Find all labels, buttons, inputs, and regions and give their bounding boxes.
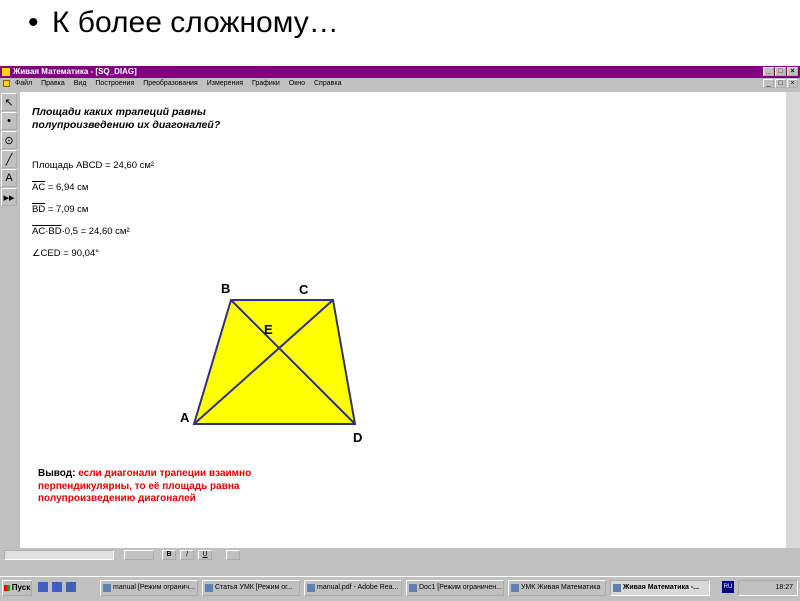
task-button[interactable]: Doc1 [Режим ограничен... — [406, 580, 504, 596]
close-button[interactable]: × — [787, 67, 798, 76]
italic-button[interactable]: I — [180, 550, 194, 560]
measurement-unit: см² — [115, 226, 130, 237]
window-title: Живая Математика - [SQ_DIAG] — [13, 67, 137, 76]
app-icon — [2, 68, 10, 76]
measurement-value: = 90,04 — [60, 248, 96, 259]
slide-title-text: К более сложному… — [52, 6, 339, 39]
system-tray — [738, 580, 798, 596]
text-tool-icon[interactable]: A — [1, 169, 17, 187]
measurement-unit: см — [77, 182, 89, 193]
task-button[interactable]: manual.pdf - Adobe Rea... — [304, 580, 402, 596]
clock[interactable]: 18:27 — [775, 584, 793, 591]
line-tool-icon[interactable]: ╱ — [1, 150, 17, 168]
windows-flag-icon — [4, 585, 10, 591]
point-label-d[interactable]: D — [353, 430, 363, 445]
color-button[interactable] — [226, 550, 240, 560]
measurement-value: = 7,09 — [45, 204, 78, 215]
bullet-icon: • — [28, 6, 39, 39]
slide-title — [28, 6, 339, 40]
menu-bar — [0, 78, 800, 90]
measurement-unit: ° — [95, 248, 99, 259]
start-label: Пуск — [11, 583, 31, 592]
quicklaunch-icon[interactable] — [38, 582, 48, 592]
horizontal-scrollbar[interactable] — [4, 550, 114, 560]
point-tool-icon[interactable]: • — [1, 112, 17, 130]
bold-button[interactable]: B — [162, 550, 176, 560]
menu-view[interactable]: Вид — [73, 80, 87, 87]
task-button[interactable]: Статья УМК [Режим ог... — [202, 580, 300, 596]
measurement-label: Площадь ABCD — [32, 160, 103, 171]
bottom-toolbar — [0, 548, 800, 562]
measurement-label: $\overline{AC}$ — [32, 182, 46, 193]
document-icon[interactable] — [3, 80, 10, 87]
point-label-c[interactable]: C — [299, 282, 309, 297]
measurement-label: ∠CED — [32, 248, 61, 259]
menu-graph[interactable]: Графики — [251, 80, 280, 87]
window-controls — [763, 67, 798, 76]
menu-transform[interactable]: Преобразования — [143, 80, 198, 87]
compass-tool-icon[interactable]: ⊙ — [1, 131, 17, 149]
menu-window[interactable]: Окно — [288, 80, 306, 87]
font-size-box[interactable] — [124, 550, 154, 560]
measurement-label: AC·BD — [32, 226, 62, 237]
menu-file[interactable]: Файл — [14, 80, 33, 87]
measurement-unit: см² — [139, 160, 155, 171]
quicklaunch-icon[interactable] — [66, 582, 76, 592]
document-controls — [763, 79, 798, 88]
quicklaunch-icon[interactable] — [52, 582, 62, 592]
measurement-value: = 6,94 — [45, 182, 78, 193]
minimize-button[interactable]: _ — [763, 67, 774, 76]
doc-restore-button[interactable]: □ — [775, 79, 786, 88]
vertical-scrollbar[interactable] — [786, 92, 800, 548]
task-button-active[interactable]: Живая Математика -... — [610, 580, 710, 596]
measurement-value: ·0,5 = 24,60 — [61, 226, 116, 237]
measurement-value: = 24,60 — [102, 160, 140, 171]
conclusion-label: Вывод: — [38, 468, 76, 479]
trapezoid-shape[interactable] — [194, 300, 355, 424]
window-titlebar[interactable] — [0, 66, 800, 78]
measurement-unit: см — [77, 204, 89, 215]
task-button[interactable]: manual [Режим огранич... — [100, 580, 198, 596]
point-label-e[interactable]: E — [264, 322, 273, 337]
question-text: Площади каких трапеций равны полупроизведению их диагоналей? — [32, 106, 221, 131]
menu-help[interactable]: Справка — [314, 80, 342, 87]
underline-button[interactable]: U — [198, 550, 212, 560]
app-window — [0, 66, 800, 600]
language-indicator[interactable]: RU — [722, 581, 734, 593]
menu-measure[interactable]: Измерения — [206, 80, 244, 87]
taskbar — [0, 576, 800, 601]
menu-edit[interactable]: Правка — [41, 80, 65, 87]
conclusion-body: если диагонали трапеции взаимно перпендикулярны, то её площадь равна полупроизведению диагоналей — [38, 468, 252, 504]
menu-construct[interactable]: Построения — [95, 80, 135, 87]
custom-tool-icon[interactable]: ▸▸ — [1, 188, 17, 206]
measurement-label: $\overline{BD}$ — [32, 204, 46, 215]
point-label-b[interactable]: B — [221, 281, 231, 296]
point-label-a[interactable]: A — [180, 410, 190, 425]
maximize-button[interactable]: □ — [775, 67, 786, 76]
doc-close-button[interactable]: × — [787, 79, 798, 88]
task-button[interactable]: УМК Живая Математика — [508, 580, 606, 596]
start-button[interactable] — [2, 580, 32, 596]
arrow-tool-icon[interactable]: ↖ — [1, 93, 17, 111]
sketch-canvas[interactable] — [20, 92, 794, 548]
toolbox — [0, 92, 18, 206]
doc-minimize-button[interactable]: _ — [763, 79, 774, 88]
conclusion-text[interactable] — [38, 468, 268, 506]
